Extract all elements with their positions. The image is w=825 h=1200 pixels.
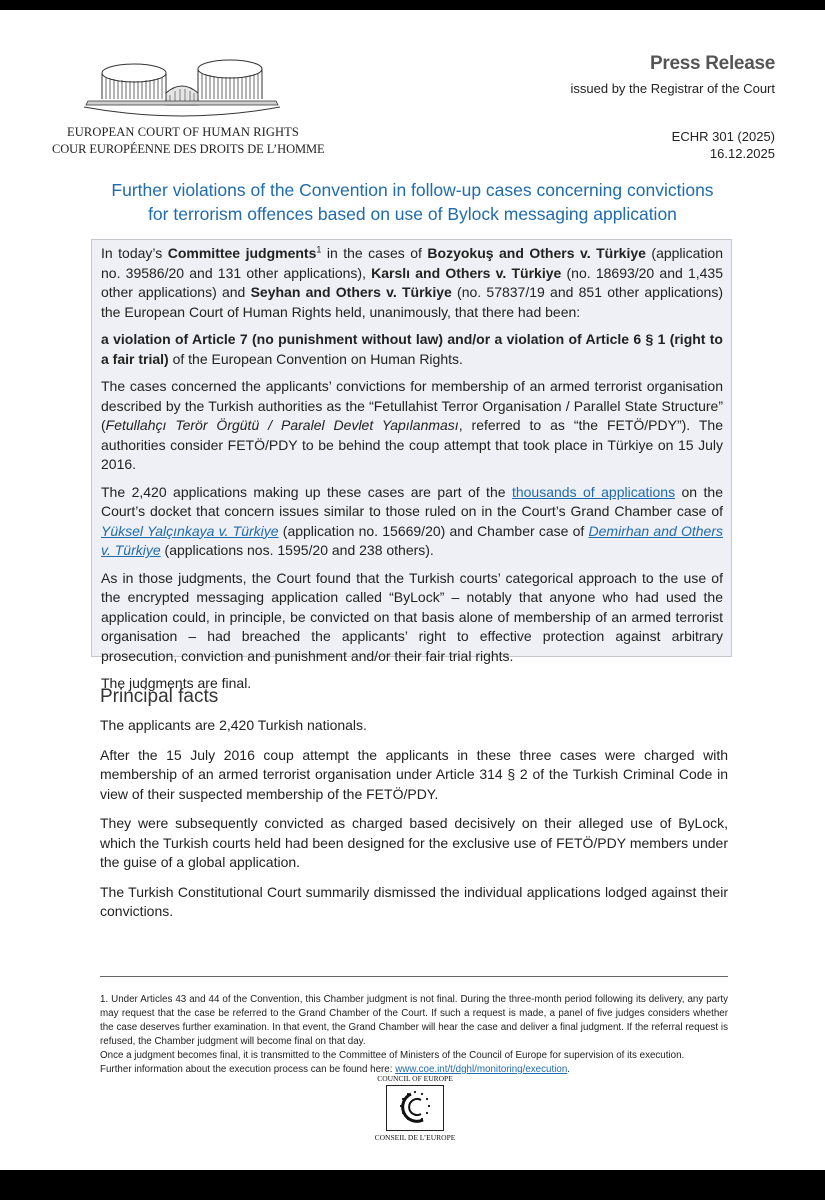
- press-release-header: [571, 53, 776, 96]
- summary-violation: [101, 330, 723, 369]
- footnote-execution: Once a judgment becomes final, it is transmitted to the Committee of Ministers of the Council of Europe for supervision of its execution.: [100, 1050, 685, 1061]
- court-logo: [52, 55, 325, 160]
- footnote-ref[interactable]: 1: [316, 244, 322, 255]
- footnote: [100, 993, 728, 1077]
- release-reference: [672, 128, 775, 162]
- court-name-en: EUROPEAN COURT OF HUMAN RIGHTS: [67, 125, 299, 139]
- text: (no. 57837/19 and 851 other applications) the European Court of Human Rights held, unanimously, that there had been:: [101, 284, 723, 320]
- thousands-of-applications-link[interactable]: thousands of applications: [511, 483, 676, 500]
- demirhan-case-link[interactable]: Demirhan and Others v. Türkiye: [101, 522, 724, 558]
- reference-number: ECHR 301 (2025): [671, 129, 775, 144]
- release-date: 16.12.2025: [709, 146, 775, 161]
- text: .: [567, 1064, 571, 1075]
- text: In today’s: [101, 245, 168, 261]
- case-name-seyhan: Seyhan and Others v. Türkiye: [250, 284, 452, 300]
- summary-findings: As in those judgments, the Court found that the Turkish courts’ categorical approach to the use of the encrypted messaging application called “ByLock” – notably that anyone who had used the application could, in principle, be convicted on that basis alone of membership of an armed terrorist organisation – had breached the applicants’ right to effective protection against arbitrary prosecution, conviction and punishment and/or their fair trial rights.: [101, 569, 723, 664]
- text: (application no. 39586/20 and 131 other applications),: [101, 245, 724, 281]
- violation-text: a violation of Article 7 (no punishment without law) and/or a violation of Article 6 § 1 (right to a fair trial): [101, 331, 723, 367]
- text: in the cases of: [321, 245, 428, 261]
- headline-line-2: for terrorism offences based on use of Bylock messaging application: [148, 204, 677, 224]
- court-name-fr: COUR EUROPÉENNE DES DROITS DE L’HOMME: [52, 142, 325, 156]
- principal-facts-heading: Principal facts: [100, 686, 219, 707]
- footnote-divider: [100, 976, 728, 977]
- fact-paragraph: The applicants are 2,420 Turkish nationals.: [100, 717, 367, 733]
- summary-applications: [101, 483, 723, 561]
- headline: [70, 178, 755, 226]
- execution-process-link[interactable]: www.coe.int/t/dghl/monitoring/execution: [395, 1064, 568, 1075]
- committee-judgments-label: Committee judgments: [167, 245, 317, 261]
- organisation-name-turkish: Fetullahçı Terör Örgütü / Paralel Devlet Yapılanması: [105, 417, 459, 433]
- summary-box: [91, 239, 732, 691]
- principal-facts-body: [100, 716, 728, 922]
- coe-emblem-icon: [386, 1085, 444, 1131]
- summary-final: The judgments are final.: [101, 675, 252, 691]
- headline-line-1: Further violations of the Convention in follow-up cases concerning convictions: [111, 180, 714, 200]
- press-release-subtitle: issued by the Registrar of the Court: [570, 81, 775, 96]
- top-border: [0, 0, 825, 10]
- fact-paragraph: After the 15 July 2016 coup attempt the applicants in these three cases were charged with membership of an armed terrorist organisation under Article 314 § 2 of the Turkish Criminal Code in view of their suspected membership of the FETÖ/PDY.: [100, 746, 728, 802]
- text: The 2,420 applications making up these cases are part of the: [101, 483, 512, 500]
- text: (application no. 15669/20) and Chamber case of: [278, 522, 589, 539]
- text: Further information about the execution process can be found here:: [100, 1064, 396, 1075]
- coe-name-fr: CONSEIL DE L’EUROPE: [374, 1133, 456, 1142]
- text: The cases concerned the applicants’ convictions for membership of an armed terrorist organisation described by the Turkish authorities as the “Fetullahist Terror Organisation / Parallel State Structure” (: [101, 378, 723, 433]
- text: on the Court’s docket that concern issues similar to those ruled on in the Court’s Grand Chamber case of: [101, 483, 723, 519]
- fact-paragraph: The Turkish Constitutional Court summarily dismissed the individual applications lodged against their convictions.: [100, 883, 728, 919]
- text: , referred to as “the FETÖ/PDY”). The authorities consider FETÖ/PDY to be behind the coup attempt that took place in Türkiye on 15 July 2016.: [101, 417, 723, 472]
- court-building-icon: [82, 55, 282, 121]
- bottom-border: [0, 1170, 825, 1200]
- summary-cases: [101, 377, 723, 475]
- text: of the European Convention on Human Rights.: [168, 350, 463, 367]
- footnote-text: 1. Under Articles 43 and 44 of the Convention, this Chamber judgment is not final. During the three-month period following its delivery, any party may request that the case be referred to the Grand Chamber of the Court. If such a request is made, a panel of five judges considers whether the case deserves further examination. In that event, the Grand Chamber will hear the case and deliver a final judgment. If the referral request is refused, the Chamber judgment will become final on that day.: [100, 994, 728, 1047]
- summary-intro: [101, 244, 723, 322]
- council-of-europe-logo: [370, 1074, 460, 1142]
- fact-paragraph: They were subsequently convicted as charged based decisively on their alleged use of ByLock, which the Turkish courts held had been designed for the exclusive use of FETÖ/PDY members under the guise of a global application.: [100, 815, 728, 870]
- text: (applications nos. 1595/20 and 238 others).: [160, 542, 434, 558]
- case-name-karsli: Karslı and Others v. Türkiye: [371, 264, 562, 281]
- press-release-title: Press Release: [650, 53, 775, 74]
- yalcinkaya-case-link[interactable]: Yüksel Yalçınkaya v. Türkiye: [101, 522, 279, 539]
- text: (no. 18693/20 and 1,435 other applications) and: [101, 264, 724, 300]
- coe-name-en: COUNCIL OF EUROPE: [377, 1074, 453, 1083]
- case-name-bozyokus: Bozyokuş and Others v. Türkiye: [427, 245, 646, 261]
